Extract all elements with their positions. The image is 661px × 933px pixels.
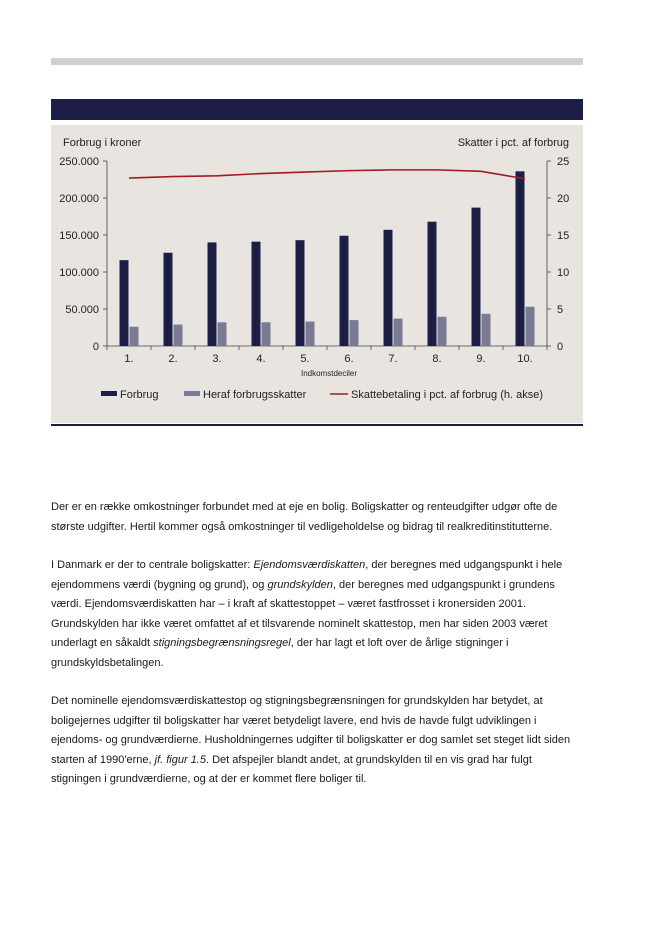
right-tick-label: 10 [557, 267, 570, 279]
left-axis-title: Forbrug i kroner [63, 137, 142, 149]
forbrugsskat-bar [262, 322, 271, 346]
figure-title-band [51, 99, 583, 120]
text-run: , der beregnes med udgangspunkt i grundens værdi. Ejendomsværdiskatten har – i kraft af skattestoppet – været fastfrosset i kronersiden 2001. Grundskylden har ikke været omfattet af et tilsvarende nominelt skattestop, men har siden 2003 været underlagt en såkaldt [51, 578, 555, 649]
x-axis-title: Indkomstdeciler [300, 369, 358, 378]
x-tick-label: 8. [432, 353, 442, 365]
text-run: , der har lagt et loft over de årlige stigninger i grundskyldsbetalingen. [51, 637, 509, 669]
forbrug-bar [208, 242, 217, 346]
x-tick-label: 5. [300, 353, 310, 365]
x-tick-label: 3. [212, 353, 222, 365]
italic-term: stigningsbegrænsningsregel [153, 637, 291, 649]
right-tick-label: 15 [557, 230, 570, 242]
legend-forbrugsskatter-label: Heraf forbrugsskatter [203, 389, 307, 401]
forbrug-bar [340, 236, 349, 346]
forbrugsskat-bar [394, 319, 403, 346]
left-tick-label: 250.000 [59, 156, 99, 168]
left-tick-label: 200.000 [59, 193, 99, 205]
body-paragraph [51, 498, 583, 537]
legend-skattebetaling-label: Skattebetaling i pct. af forbrug (h. akse) [351, 389, 543, 401]
text-run: I Danmark er der to centrale boligskatter: [51, 559, 254, 571]
forbrug-bar [120, 260, 129, 346]
figure-bottom-rule [51, 424, 583, 426]
text-run: Det nominelle ejendomsværdiskattestop og stigningsbegrænsningen for grundskylden har betydet, at boligejernes udgifter til boligskatter har været betydeligt lavere, end hvis de havde fulgt udviklingen i ejendoms- og grundværdierne. Husholdningernes udgifter til boligskatter er dog samlet set steget lidt siden starten af 1990'erne, [51, 695, 571, 766]
body-paragraph [51, 556, 583, 673]
legend-forbrugsskatter-swatch [184, 391, 200, 396]
x-tick-label: 9. [476, 353, 486, 365]
legend [101, 389, 543, 401]
right-axis-title: Skatter i pct. af forbrug [457, 137, 569, 149]
x-tick-label: 6. [344, 353, 354, 365]
body-text [51, 498, 583, 809]
right-tick-label: 5 [557, 304, 564, 316]
forbrug-bar [384, 230, 393, 346]
right-tick-label: 25 [557, 156, 570, 168]
legend-forbrug-swatch [101, 391, 117, 396]
forbrug-bar [472, 208, 481, 346]
right-tick-label: 20 [557, 193, 570, 205]
x-tick-label: 7. [388, 353, 398, 365]
forbrugsskat-bar [482, 314, 491, 346]
left-tick-label: 50.000 [65, 304, 99, 316]
forbrugsskat-bar [130, 327, 139, 346]
x-tick-label: 4. [256, 353, 266, 365]
forbrugsskat-bar [306, 322, 315, 346]
text-run: . Det afspejler blandt andet, at grundskylden til en vis grad har fulgt stigningen i grundværdierne, og at der er kommet flere boliger til. [51, 753, 532, 785]
forbrug-bar [252, 242, 261, 346]
forbrugsskat-bar [218, 322, 227, 346]
x-tick-label: 10. [517, 353, 533, 365]
chart-panel [51, 125, 583, 423]
italic-term: jf. figur 1.5 [154, 753, 206, 766]
forbrugsskat-bar [438, 317, 447, 346]
left-tick-label: 100.000 [59, 267, 99, 279]
italic-term: Ejendomsværdiskatten [253, 559, 366, 571]
plot-area [59, 156, 569, 365]
text-run: , der beregnes med udgangspunkt i hele ejendommens værdi (bygning og grund), og [51, 559, 563, 591]
left-tick-label: 150.000 [59, 230, 99, 242]
right-tick-label: 0 [557, 341, 564, 353]
chart [51, 125, 583, 423]
forbrugsskat-bar [350, 320, 359, 346]
left-tick-label: 0 [92, 341, 99, 353]
x-tick-label: 1. [124, 353, 134, 365]
body-paragraph [51, 692, 583, 790]
x-tick-label: 2. [168, 353, 178, 365]
header-rule [51, 58, 583, 65]
legend-forbrug-label: Forbrug [120, 389, 159, 401]
forbrug-bar [164, 253, 173, 346]
italic-term: grundskylden [267, 578, 333, 591]
forbrugsskat-bar [174, 325, 183, 346]
forbrug-bar [516, 171, 525, 346]
forbrug-bar [428, 222, 437, 346]
text-run: Der er en række omkostninger forbundet med at eje en bolig. Boligskatter og renteudgifter udgør ofte de største udgifter. Hertil kommer også omkostninger til vedligeholdelse og bidrag til realkreditinstitutterne. [51, 501, 558, 533]
skattebetaling-line [129, 170, 525, 179]
forbrugsskat-bar [526, 307, 535, 346]
forbrug-bar [296, 240, 305, 346]
